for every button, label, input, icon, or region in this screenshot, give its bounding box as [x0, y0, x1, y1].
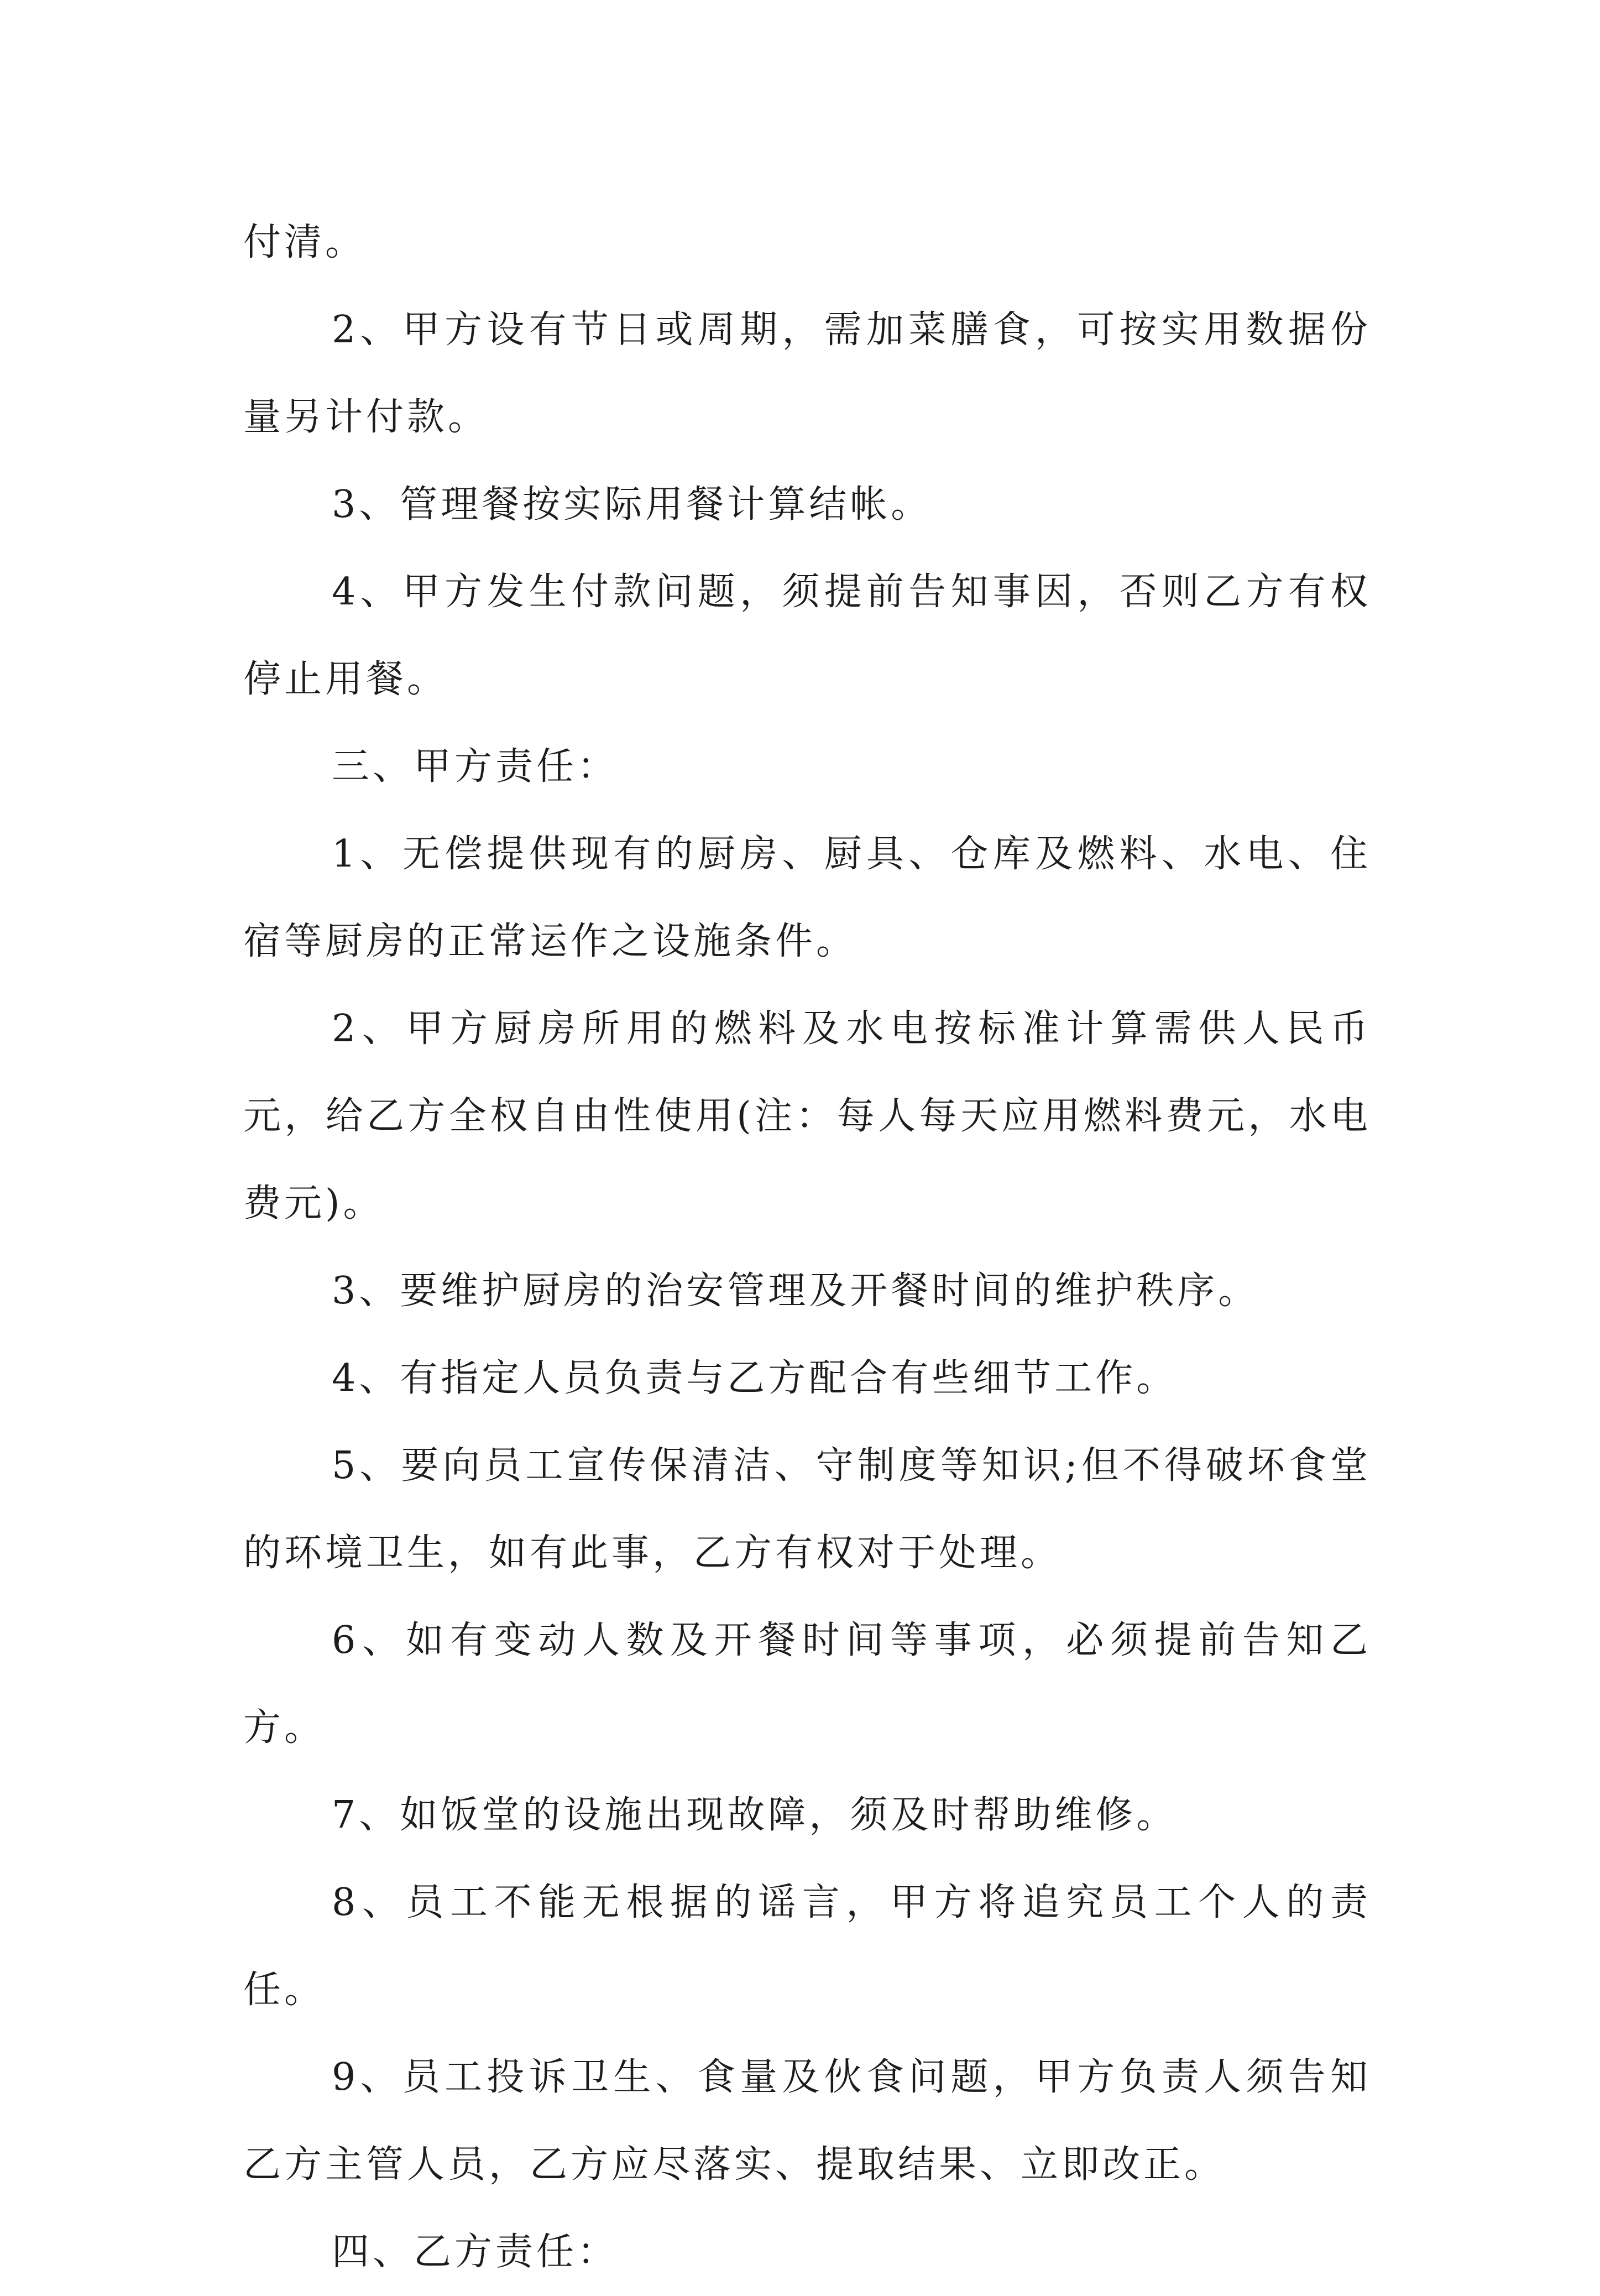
- section-heading-party-a: 三、甲方责任：: [332, 745, 619, 789]
- paragraph-payment-item-4: 4、甲方发生付款问题，须提前告知事因，否则乙方有权停止用餐。: [243, 570, 1371, 701]
- paragraph-payment-item-3: 3、管理餐按实际用餐计算结帐。: [332, 483, 932, 526]
- paragraph-party-a-item-8: 8、员工不能无根据的谣言，甲方将追究员工个人的责任。: [243, 1881, 1371, 2012]
- section-heading-party-b: 四、乙方责任：: [332, 2230, 619, 2274]
- paragraph-party-a-item-3: 3、要维护厨房的治安管理及开餐时间的维护秩序。: [332, 1269, 1259, 1313]
- paragraph-continuation: 付清。: [243, 221, 367, 264]
- document-body: [243, 199, 1371, 2296]
- paragraph-payment-item-2: 2、甲方设有节日或周期，需加菜膳食，可按实用数据份量另计付款。: [243, 308, 1371, 439]
- paragraph-party-a-item-1: 1、无偿提供现有的厨房、厨具、仓库及燃料、水电、住宿等厨房的正常运作之设施条件。: [243, 832, 1371, 963]
- paragraph-party-a-item-2: 2、甲方厨房所用的燃料及水电按标准计算需供人民币元，给乙方全权自由性使用(注：每人每天应用燃料费元，水电费元)。: [243, 1007, 1372, 1225]
- paragraph-party-a-item-9: 9、员工投诉卫生、食量及伙食问题，甲方负责人须告知乙方主管人员，乙方应尽落实、提取结果、立即改正。: [243, 2055, 1371, 2187]
- paragraph-party-a-item-7: 7、如饭堂的设施出现故障，须及时帮助维修。: [332, 1793, 1178, 1837]
- paragraph-party-a-item-5: 5、要向员工宣传保清洁、守制度等知识;但不得破坏食堂的环境卫生，如有此事，乙方有权对于处理。: [243, 1444, 1371, 1575]
- paragraph-party-a-item-6: 6、如有变动人数及开餐时间等事项，必须提前告知乙方。: [243, 1619, 1371, 1750]
- paragraph-party-a-item-4: 4、有指定人员负责与乙方配合有些细节工作。: [332, 1356, 1178, 1400]
